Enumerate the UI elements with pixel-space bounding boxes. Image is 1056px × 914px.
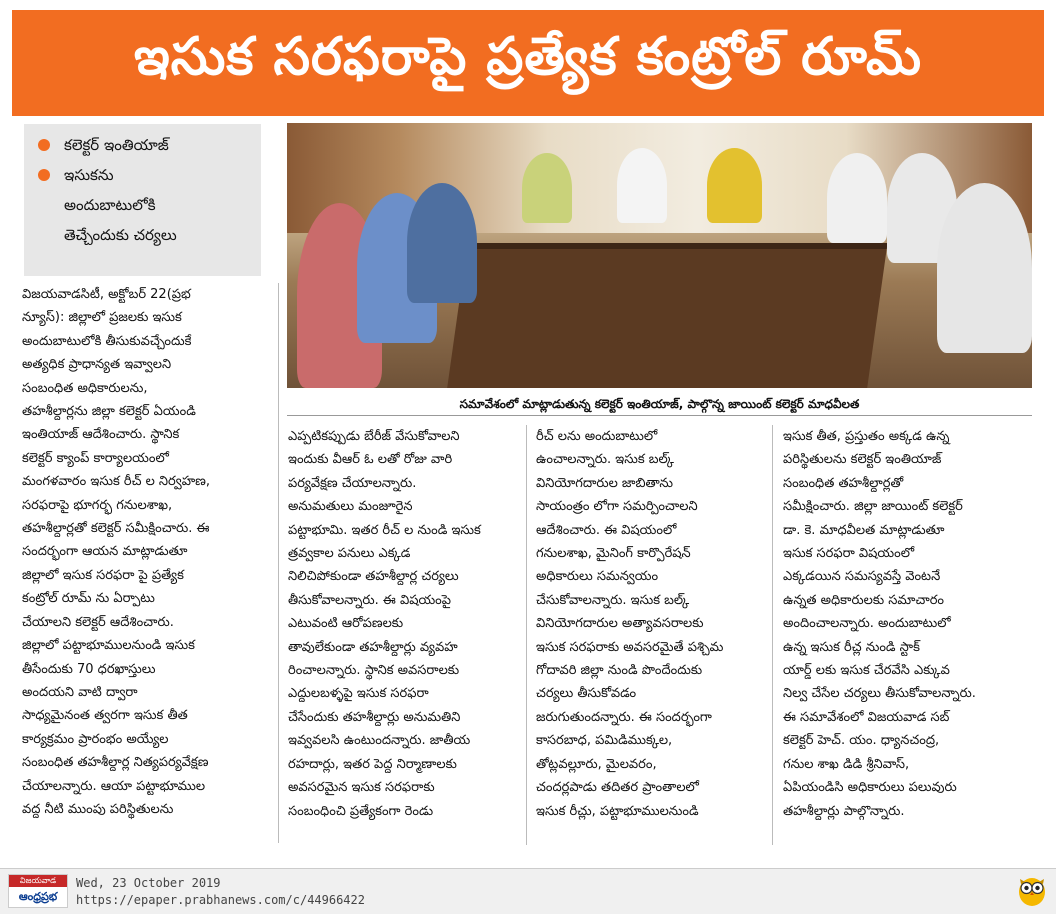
article-line: రించాలన్నారు. స్థానిక అవసరాలకు (288, 663, 460, 679)
article-line: సమీక్షించారు. జిల్లా జాయింట్ కలెక్టర్ (783, 499, 963, 515)
article-line: సంబంధించి ప్రత్యేకంగా రెండు (288, 803, 434, 819)
photo-person (937, 183, 1032, 353)
footer-url[interactable]: https://epaper.prabhanews.com/c/44966422 (76, 893, 365, 907)
article-line: ఇసుక తీత, ప్రస్తుతం అక్కడ ఉన్న (783, 429, 950, 444)
article-line: చర్యలు తీసుకోవడం (536, 686, 637, 702)
footer-date: Wed, 23 October 2019 (76, 876, 221, 890)
article-line: తహశీల్దార్లను జిల్లా కలెక్టర్ ఏయండి (22, 404, 196, 420)
article-line: ఇందుకు వీఆర్ ఓ లతో రోజు వారి (288, 452, 453, 468)
highlight-item (32, 160, 253, 190)
article-line: నిలిచిపోకుండా తహశీల్దార్ల చర్యలు (288, 569, 459, 585)
article-line: ఉన్న ఇసుక రీచ్ల నుండి స్టాక్ (783, 639, 920, 655)
highlight-text: అందుబాటులోకి (64, 196, 156, 214)
article-line: గనులశాఖ, మైనింగ్ కార్పొరేషన్ (536, 546, 691, 562)
article-line: అందించాలన్నారు. అందుబాటులో (783, 616, 951, 632)
article-line: సాయంత్రం లోగా సమర్పించాలని (536, 499, 698, 515)
article-line: అత్యధిక ప్రాధాన్యత ఇవ్వాలని (22, 357, 172, 373)
headline: ఇసుక సరఫరాపై ప్రత్యేక కంట్రోల్ రూమ్ (12, 10, 1044, 116)
article-line: ఉన్నత అధికారులకు సమాచారం (783, 592, 944, 608)
article-line: వద్ద నీటి ముంపు పరిస్థితులను (22, 801, 174, 817)
article-line: చేయాలని కలెక్టర్ ఆదేశించారు. (22, 614, 174, 630)
article-line: తహశీల్దార్లతో కలెక్టర్ సమీక్షించారు. ఈ (22, 521, 210, 537)
photo-person (827, 153, 887, 243)
footer-bar (0, 868, 1056, 914)
article-line: తీసుకోవాలన్నారు. ఈ విషయంపై (288, 592, 452, 608)
article-line: నిల్వ చేసేల చర్యలు తీసుకోవాలన్నారు. (783, 686, 976, 702)
photo-caption: సమావేశంలో మాట్లాడుతున్న కలెక్టర్ ఇంతియాజ్, పాల్గొన్న జాయింట్ కలెక్టర్ మాధవీలత (287, 392, 1032, 416)
article-line: రహదార్లు, ఇతర పెద్ద నిర్మాణాలకు (288, 756, 457, 772)
article-line: న్యూస్): జిల్లాలో ప్రజలకు ఇసుక (22, 310, 182, 326)
article-line: తీసేందుకు 70 ధరఖాస్తులు (22, 661, 156, 677)
article-line: గనుల శాఖ డిడి శ్రీనివాస్, (783, 756, 910, 772)
article-line: ఎప్పటికప్పుడు బేరీజ్ వేసుకోవాలని (288, 429, 460, 444)
logo-edition: విజయవాడ (9, 875, 67, 887)
article-line: రీచ్ లను అందుబాటులో (536, 429, 658, 444)
bullet-icon (38, 139, 50, 151)
article-line: తోట్లవల్లూరు, మైలవరం, (536, 756, 657, 772)
article-line: గోదావరి జిల్లా నుండి పొందేందుకు (536, 663, 703, 679)
article-line: పరిస్థితులను కలెక్టర్ ఇంతియాజ్ (783, 452, 942, 468)
article-line: పర్యవేక్షణ చేయాలన్నారు. (288, 475, 417, 491)
article-line: చేయాలన్నారు. ఆయా పట్టాభూముల (22, 778, 206, 794)
owl-icon[interactable] (1016, 873, 1048, 907)
article-line: జరుగుతుందన్నారు. ఈ సందర్భంగా (536, 709, 712, 725)
article-line: కలెక్టర్ క్యాంప్ కార్యాలయంలో (22, 450, 169, 466)
article-line: ఇంతియాజ్ ఆదేశించారు. స్థానిక (22, 427, 180, 443)
article-line: ఇసుక రీచ్లు, పట్టాభూములనుండి (536, 803, 699, 819)
article-line: వినియోగదారుల జాబితాను (536, 475, 673, 491)
article-line: ఏపియండిసి అధికారులు పలువురు (783, 780, 957, 796)
article-line: వినియోగదారుల అత్యావసరాలకు (536, 616, 704, 632)
article-line: యార్డ్ లకు ఇసుక చేరవేసి ఎక్కువ (783, 663, 950, 679)
article-line: అందుబాటులోకి తీసుకువచ్చేందుకే (22, 333, 192, 349)
bullet-icon (38, 169, 50, 181)
article-column-1 (22, 283, 267, 821)
meeting-photo (287, 123, 1032, 388)
photo-person (522, 153, 572, 223)
article-line: ఉంచాలన్నారు. ఇసుక బల్క్ (536, 452, 674, 468)
article-line: సంబంధిత తహశీల్దార్ల నిత్యపర్యవేక్షణ (22, 755, 209, 771)
column-divider (526, 425, 527, 845)
article-line: ఇసుక సరఫరా విషయంలో (783, 546, 915, 562)
article-line: తహశీల్దార్లు పాల్గొన్నారు. (783, 803, 905, 819)
newspaper-logo[interactable] (8, 874, 68, 908)
article-line: ఎటువంటి ఆరోపణలకు (288, 616, 404, 632)
article-line: ఈ సమావేశంలో విజయవాడ సబ్ (783, 709, 950, 725)
article-line: సంబంధిత తహశీల్దార్లతో (783, 475, 904, 491)
photo-person (617, 148, 667, 223)
article-column-4 (783, 425, 1033, 823)
photo-person (407, 183, 477, 303)
article-line: కలెక్టర్ హెచ్. యం. ధ్యానచంద్ర, (783, 733, 940, 749)
article-line: ఎద్దులబళ్ళపై ఇసుక సరఫరా (288, 686, 429, 702)
article-line: డా. కె. మాధవీలత మాట్లాడుతూ (783, 522, 945, 538)
article-line: సరఫరాపై భూగర్భ గనులశాఖ, (22, 497, 173, 513)
article-line: జిల్లాలో పట్టాభూములనుండి ఇసుక (22, 638, 195, 654)
article-line: అవసరమైన ఇసుక సరఫరాకు (288, 780, 435, 796)
article-line: విజయవాడసిటీ, అక్టోబర్ 22(ప్రభ (22, 287, 191, 302)
article-line: ఆదేశించారు. ఈ విషయంలో (536, 522, 677, 538)
article-line: చేసుకోవాలన్నారు. ఇసుక బల్క్ (536, 592, 690, 608)
article-line: కాసరబాధ, పమిడిముక్కల, (536, 733, 673, 749)
highlight-text: ఇసుకను (64, 166, 114, 184)
logo-title: ఆంధ్రప్రభ (18, 890, 58, 903)
article-line: కార్యక్రమం ప్రారంభం అయ్యేల (22, 731, 169, 747)
article-line: చందర్లపాడు తదితర ప్రాంతాలలో (536, 780, 699, 796)
article-line: మంగళవారం ఇసుక రీచ్ ల నిర్వహణ, (22, 474, 211, 490)
article-line: ఎక్కడయిన సమస్యవస్తే వెంటనే (783, 569, 941, 585)
article-line: ఇవ్వవలసి ఉంటుందన్నారు. జాతీయ (288, 733, 471, 749)
article-line: అందయని వాటి ద్వారా (22, 684, 138, 700)
article-line: కంట్రోల్ రూమ్ ను ఏర్పాటు (22, 591, 155, 607)
article-line: ఇసుక సరఫరాకు అవసరమైతే పశ్చిమ (536, 639, 724, 655)
article-line: చేసేందుకు తహశీల్దార్లు అనుమతిని (288, 709, 461, 725)
article-line: జిల్లాలో ఇసుక సరఫరా పై ప్రత్యేక (22, 567, 184, 583)
article-line: అధికారులు సమన్వయం (536, 569, 659, 585)
article-line: తావులేకుండా తహశీల్దార్లు వ్యవహ (288, 639, 458, 655)
highlight-text: తెచ్చేందుకు చర్యలు (64, 226, 177, 244)
article-line: అనుమతులు మంజూరైన (288, 499, 413, 515)
photo-table (446, 243, 887, 388)
article-column-2 (288, 425, 518, 823)
highlight-text: కలెక్టర్ ఇంతియాజ్ (64, 136, 169, 154)
highlight-item (32, 130, 253, 160)
article-line: త్రవ్వకాల పనులు ఎక్కడ (288, 546, 411, 562)
article-line: సంబంధిత అధికారులను, (22, 380, 148, 396)
article-line: సాధ్యమైనంత త్వరగా ఇసుక తీత (22, 708, 188, 724)
article-line: పట్టాభూమి. ఇతర రీచ్ ల నుండి ఇసుక (288, 522, 481, 538)
article-column-3 (536, 425, 761, 823)
highlights-box (24, 124, 261, 276)
photo-person (707, 148, 762, 223)
column-divider (278, 283, 279, 843)
column-divider (772, 425, 773, 845)
article-line: సందర్భంగా ఆయన మాట్లాడుతూ (22, 544, 188, 560)
